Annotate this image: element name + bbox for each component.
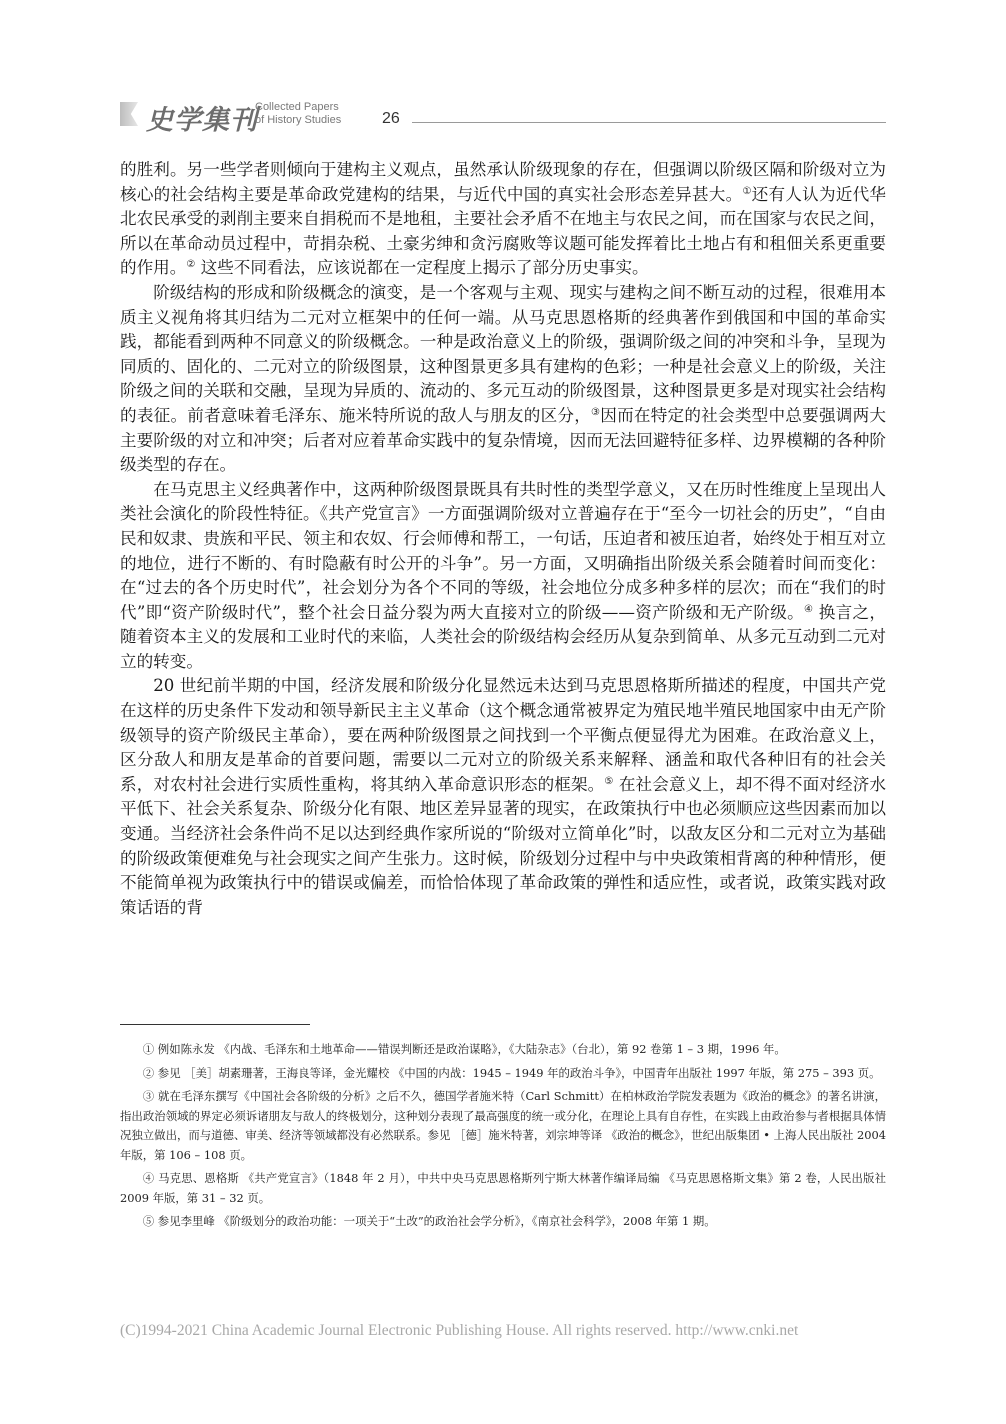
footnote-item: ① 例如陈永发 《内战、毛泽东和土地革命——错误判断还是政治谋略》，《大陆杂志》（台北），第 92 卷第 1 – 3 期，1996 年。 [142,1042,786,1056]
footnote-ref[interactable]: ④ [803,603,814,615]
header-rule [412,122,886,123]
page-number: 26 [382,110,400,127]
journal-logo-mark [120,102,138,126]
footnote-ref[interactable]: ② [186,259,196,271]
copyright-line: (C)1994-2021 China Academic Journal Electronic Publishing House. All rights reserved. http://www.cnki.net [120,1322,799,1339]
body-text-run: 在马克思主义经典著作中，这两种阶级图景既具有共时性的类型学意义，又在历时性维度上呈现出人类社会演化的阶段性特征。《共产党宣言》一方面强调阶级对立普遍存在于“至今一切社会的历史”，“自由民和奴隶、贵族和平民、领主和农奴、行会师傅和帮工，一句话，压迫者和被压迫者，始终处于相互对立的地位，进行不断的、有时隐蔽有时公开的斗争”。另一方面，又明确指出阶级关系会随着时间而变化：在“过去的各个历史时代”，社会划分为各个不同的等级，社会地位分成多种多样的层次；而在“我们的时代”即“资产阶级时代”，整个社会日益分裂为两大直接对立的阶级——资产阶级和无产阶级。 [120,479,886,622]
body-paragraph [120,478,886,675]
main-body-text [120,158,886,920]
body-text-run: 换言之，随着资本主义的发展和工业时代的来临，人类社会的阶级结构会经历从复杂到简单、从多元互动到二元对立的转变。 [120,602,886,671]
body-paragraph [120,674,886,920]
journal-logo-cn: 史学集刊 [146,105,258,136]
body-text-run: 20 世纪前半期的中国，经济发展和阶级分化显然远未达到马克思恩格斯所描述的程度，中国共产党在这样的历史条件下发动和领导新民主主义革命（这个概念通常被界定为殖民地半殖民地国家中由无产阶级领导的资产阶级民主革命），要在两种阶级图景之间找到一个平衡点便显得尤为困难。在政治意义上，区分敌人和朋友是革命的首要问题，需要以二元对立的阶级关系来解释、涵盖和取代各种旧有的社会关系，对农村社会进行实质性重构，将其纳入革命意识形态的框架。 [120,676,886,794]
footnote-rule [120,1024,310,1025]
footnote-ref[interactable]: ① [742,185,752,197]
footnote-item: ⑤ 参见李里峰 《阶级划分的政治功能：一项关于“土改”的政治社会学分析》，《南京社会科学》，2008 年第 1 期。 [142,1214,716,1228]
journal-name-en-line1: Collected Papers [255,101,339,113]
body-text-run: 这些不同看法，应该说都在一定程度上揭示了部分历史事实。 [195,258,649,278]
footnote-item: ④ 马克思、恩格斯 《共产党宣言》（1848 年 2 月），中共中央马克思恩格斯列宁斯大林著作编译局编 《马克思恩格斯文集》第 2 卷，人民出版社 2009 年版，第 31 – 32 页。 [120,1171,886,1205]
footnote-ref[interactable]: ⑤ [604,775,614,787]
body-text-run: 阶级结构的形成和阶级概念的演变，是一个客观与主观、现实与建构之间不断互动的过程，很难用本质主义视角将其归结为二元对立框架中的任何一端。从马克思恩格斯的经典著作到俄国和中国的革命实践，都能看到两种不同意义的阶级概念。一种是政治意义上的阶级，强调阶级之间的冲突和斗争，呈现为同质的、固化的、二元对立的阶级图景，这种图景更多具有建构的色彩；一种是社会意义上的阶级，关注阶级之间的关联和交融，呈现为异质的、流动的、多元互动的阶级图景，这种图景更多是对现实社会结构的表征。前者意味着毛泽东、施米特所说的敌人与朋友的区分， [120,282,886,425]
running-header [120,96,886,136]
footnote-item: ② 参见 ［美］胡素珊著，王海良等译，金光耀校 《中国的内战：1945 – 1949 年的政治斗争》，中国青年出版社 1997 年版，第 275 – 393 页。 [142,1065,881,1080]
footnotes [120,1040,886,1236]
footnote-item: ③ 就在毛泽东撰写《中国社会各阶级的分析》之后不久，德国学者施米特（Carl Schmitt）在柏林政治学院发表题为《政治的概念》的著名讲演，指出政治领域的界定必须诉诸朋友与敌人的终极划分，这种划分表现了最高强度的统一或分化，在理论上具有自存性，在实践上由政治参与者根据具体情况独立做出，而与道德、审美、经济等领域都没有必然联系。参见 ［德］施米特著，刘宗坤等译 《政治的概念》，世纪出版集团 • 上海人民出版社 2004 年版，第 106 – 108 页。 [120,1089,886,1162]
journal-logo-en [255,101,341,127]
body-text-run: 的胜利。另一些学者则倾向于建构主义观点，虽然承认阶级现象的存在，但强调以阶级区隔和阶级对立为核心的社会结构主要是革命政党建构的结果，与近代中国的真实社会形态差异甚大。 [120,160,886,204]
footnote-ref[interactable]: ③ [591,406,601,418]
body-text-run: 在社会意义上，却不得不面对经济水平低下、社会关系复杂、阶级分化有限、地区差异显著的现实，在政策执行中也必须顺应这些因素而加以变通。当经济社会条件尚不足以达到经典作家所说的“阶级对立简单化”时，以敌友区分和二元对立为基础的阶级政策便难免与社会现实之间产生张力。这时候，阶级划分过程中与中央政策相背离的种种情形，便不能简单视为政策执行中的错误或偏差，而恰恰体现了革命政策的弹性和适应性，或者说，政策实践对政策话语的背 [120,774,886,917]
journal-name-en-line2: of History Studies [255,114,342,126]
body-text-run: 因而在特定的社会类型中总要强调两大主要阶级的对立和冲突；后者对应着革命实践中的复杂情境，因而无法回避特征多样、边界模糊的各种阶级类型的存在。 [120,405,887,475]
body-paragraph [120,281,886,478]
body-paragraph [120,158,886,281]
body-text-run: 还有人认为近代华北农民承受的剥削主要来自捐税而不是地租，主要社会矛盾不在地主与农民之间，而在国家与农民之间，所以在革命动员过程中，苛捐杂税、土豪劣绅和贪污腐败等议题可能发挥着比土地占有和租佃关系更重要的作用。 [120,184,887,278]
